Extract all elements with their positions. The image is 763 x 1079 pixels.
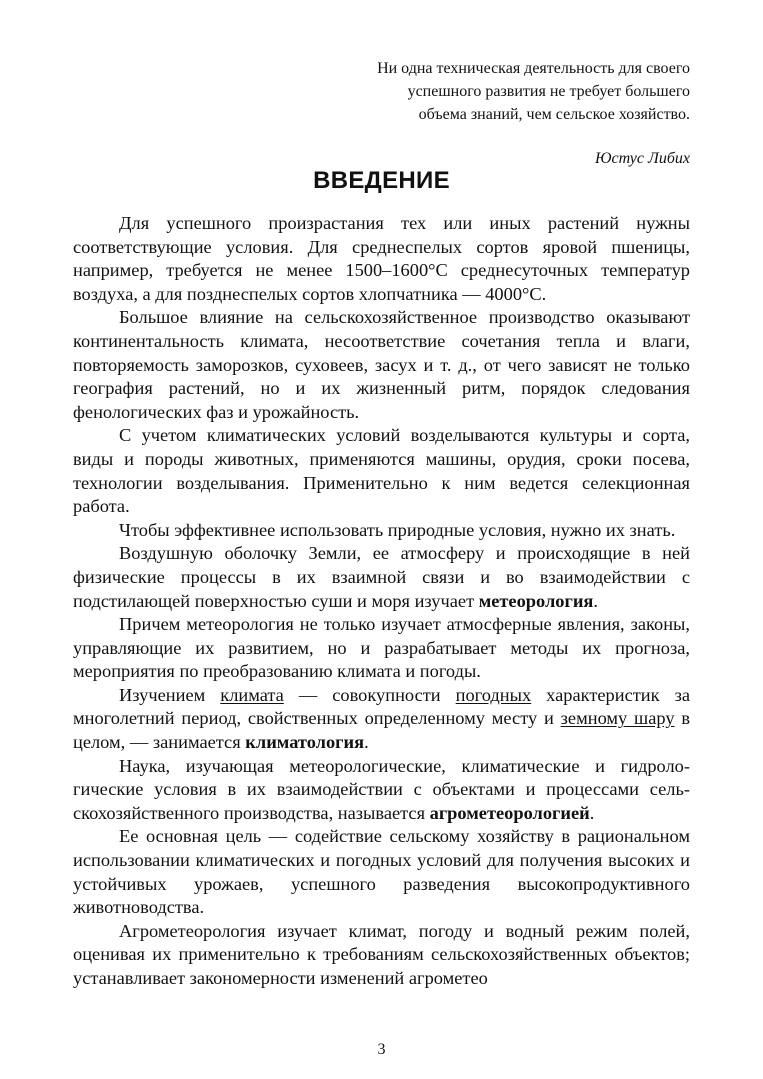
text-span: — совокупности <box>283 684 456 705</box>
paragraph <box>73 755 690 826</box>
epigraph-author: Юстус Либих <box>595 150 690 167</box>
paragraph: Агрометеорология изучает климат, погоду и водный режим полей, оценивая их применительно к требованиям сельскохозяйственных объектов; устанавливает закономерности изменений агрометео <box>73 920 690 988</box>
text-span: . <box>589 802 595 823</box>
paragraph: С учетом климатических условий возделываются культуры и сорта, виды и породы животных, применяются машины, орудия, сроки посева, технологии возделывания. Применительно к ним ведется селекционная работа. <box>73 425 690 517</box>
paragraph: Причем метеорология не только изучает атмосферные явления, законы, управляющие их развитием, но и разрабатывает методы их прогноза, мероприятия по преобразованию климата и погоды. <box>73 614 690 682</box>
term-climatology: климатология <box>245 732 365 753</box>
page-number: 3 <box>377 1041 386 1058</box>
paragraph <box>73 542 690 613</box>
paragraph <box>73 684 690 755</box>
paragraph: Чтобы эффективнее использовать природные условия, нужно их знать. <box>119 519 676 540</box>
term-meteorology: метеорология <box>478 590 594 611</box>
body-text <box>73 212 690 991</box>
text-span: в целом, — занимается <box>73 708 691 753</box>
text-span: . <box>593 590 598 611</box>
paragraph: Ее основная цель — содействие сельскому хозяйству в рациональном использовании климатических и погодных условий для получения высоких и устойчивых урожаев, успешного разведения высокопродуктивного животноводства. <box>73 826 690 918</box>
term-agrometeorology: агрометеорологией <box>429 802 590 823</box>
text-span: Изучением <box>119 684 221 705</box>
text-span: Воздушную оболочку Земли, ее атмосферу и происходящие в ней физические процессы в их взаимной связи и во взаимодействии с подстилающей поверхностью суши и моря изучает <box>73 543 690 611</box>
epigraph-quote: Ни одна техническая деятельность для своего успешного развития не требует большего объема знаний, чем сельское хозяйство. <box>377 60 690 123</box>
link-weather[interactable]: погодных <box>455 684 532 705</box>
paragraph: Для успешного произрастания тех или иных растений нужны соответствующие условия. Для среднеспелых сортов яровой пшеницы, например, требуется не менее 1500–1600°С среднесуточных температур воздуха, а для позднеспелых сортов хлопчатника — 4000°С. <box>73 213 690 304</box>
text-span: . <box>364 732 369 753</box>
text-span: Наука, изучающая метеорологические, климатические и гидрологические условия в их взаимодействии с объектами и процессами сельскохозяйственного производства, называется <box>73 755 690 823</box>
link-globe[interactable]: земному шару <box>560 708 675 729</box>
text-span: характеристик за многолетний период, свойственных определенному месту и <box>73 684 690 729</box>
link-climate[interactable]: климата <box>220 684 284 705</box>
paragraph: Большое влияние на сельскохозяйственное производство оказывают континентальность климата, несоответствие сочетания тепла и влаги, повторяемость заморозков, суховеев, засух и т. д., от чего зависят не только география растений, но и их жизненный ритм, порядок следования фенологических фаз и урожайность. <box>73 307 690 422</box>
chapter-title: ВВЕДЕНИЕ <box>313 167 450 194</box>
